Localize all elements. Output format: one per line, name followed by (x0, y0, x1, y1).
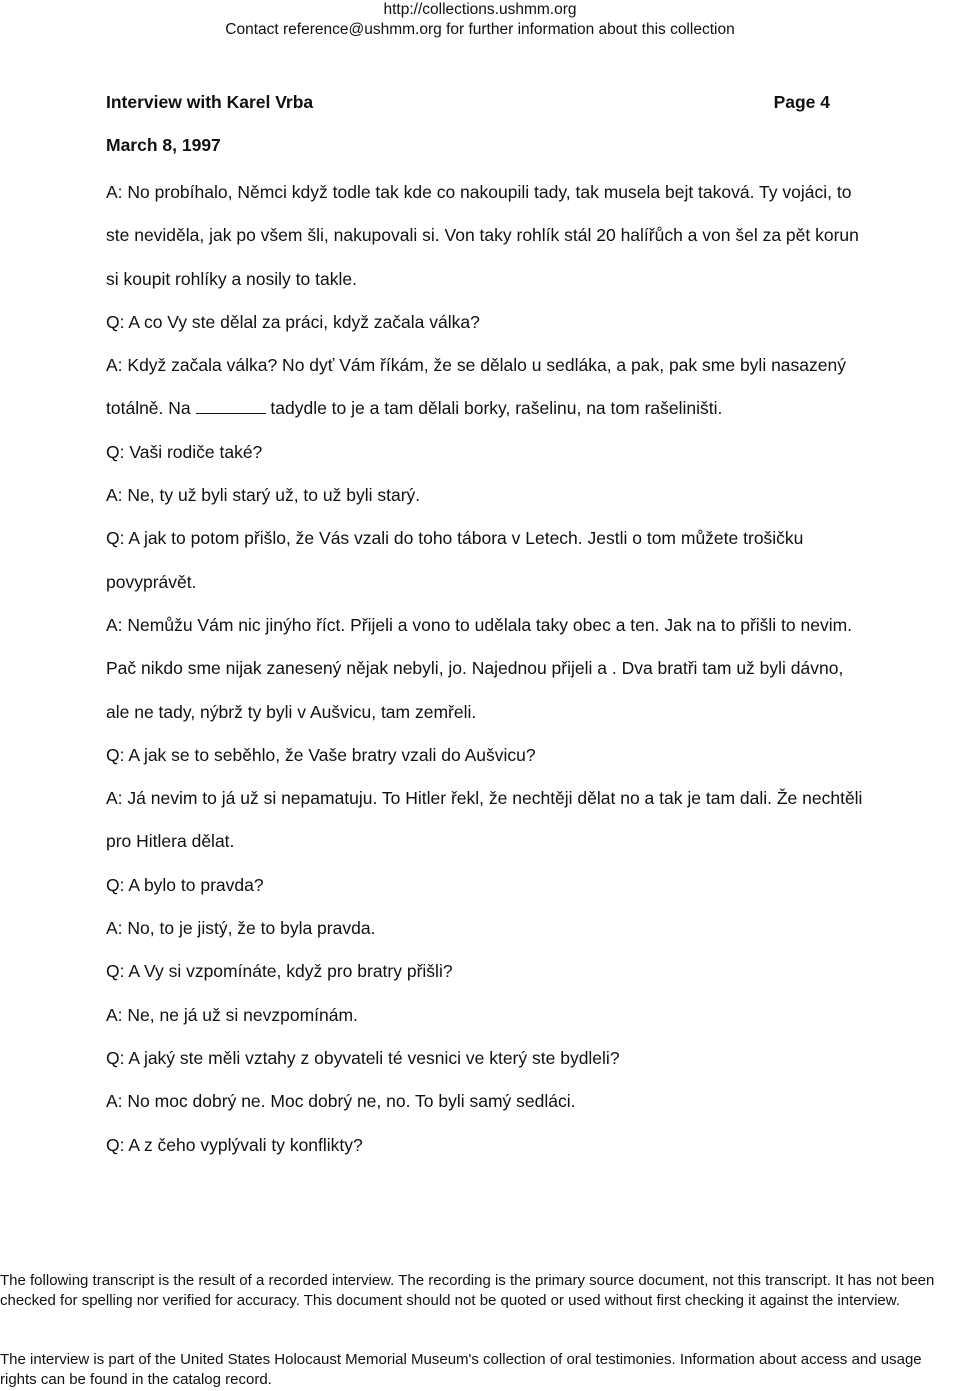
transcript-question: Q: A co Vy ste dělal za práci, když začala válka? (106, 311, 480, 332)
transcript-answer: A: Nemůžu Vám nic jinýho říct. Přijeli a vono to udělala taky obec a ten. Jak na to přišli to nevim. Pač nikdo sme nijak zanesený nějak nebyli, jo. Najednou přijeli a . Dva bratři tam už byli dávno, ale ne tady, nýbrž ty byli v Aušvicu, tam zemřeli. (106, 614, 853, 722)
transcript-answer: A: No, to je jistý, že to byla pravda. (106, 918, 376, 939)
transcript-answer: A: Já nevim to já už si nepamatuju. To Hitler řekl, že nechtěji dělat no a tak je tam dali. Že nechtěli pro Hitlera dělat. (106, 788, 863, 852)
footer-disclaimer: The following transcript is the result of a recorded interview. The recording is the primary source document, not this transcript. It has not been checked for spelling nor verified for accuracy. This document should not be quoted or used without first checking it against the interview. (0, 1272, 935, 1309)
answer-text-part-1: A: Když začala válka? No dyť Vám říkám, že se dělalo u sedláka, a pak, pak sme byli nasazený totálně. Na (106, 355, 846, 419)
page-number: Page 4 (773, 92, 830, 112)
transcript-answer: A: Ne, ne já už si nevzpomínám. (106, 1004, 358, 1025)
blank-line (196, 399, 266, 414)
interview-date: March 8, 1997 (106, 135, 221, 155)
transcript-answer: A: Ne, ty už byli starý už, to už byli starý. (106, 485, 421, 506)
transcript-question: Q: A bylo to pravda? (106, 874, 264, 895)
transcript-question: Q: A z čeho vyplývali ty konflikty? (106, 1134, 363, 1155)
page-header (106, 92, 830, 116)
transcript-question: Q: A jak se to seběhlo, že Vaše bratry vzali do Aušvicu? (106, 744, 536, 765)
collection-url[interactable]: http://collections.ushmm.org (383, 1, 577, 18)
transcript-question: Q: A jak to potom přišlo, že Vás vzali do toho tábora v Letech. Jestli o tom můžete trošičku povyprávět. (106, 528, 804, 592)
contact-line: Contact reference@ushmm.org for further information about this collection (225, 21, 735, 38)
interview-title: Interview with Karel Vrba (106, 92, 314, 112)
footer-collection-note: The interview is part of the United States Holocaust Memorial Museum's collection of oral testimonies. Information about access and usage rights can be found in the catalog record. (0, 1351, 922, 1388)
transcript-question: Q: A jaký ste měli vztahy z obyvateli té vesnici ve který ste bydleli? (106, 1047, 620, 1068)
transcript-answer: A: No moc dobrý ne. Moc dobrý ne, no. To byli samý sedláci. (106, 1091, 576, 1112)
transcript-question: Q: A Vy si vzpomínáte, když pro bratry přišli? (106, 961, 453, 982)
transcript-answer: A: No probíhalo, Němci když todle tak kde co nakoupili tady, tak musela bejt taková. Ty vojáci, to ste neviděla, jak po všem šli, nakupovali si. Von taky rohlík stál 20 halířůch a von šel za pět korun si koupit rohlíky a nosily to takle. (106, 182, 859, 289)
answer-text-part-2: tadydle to je a tam dělali borky, rašelinu, na tom rašeliništi. (270, 398, 723, 419)
transcript-answer (106, 344, 866, 431)
collection-header (0, 0, 960, 40)
transcript-question: Q: Vaši rodiče také? (106, 441, 263, 462)
transcript-body (106, 171, 866, 1167)
